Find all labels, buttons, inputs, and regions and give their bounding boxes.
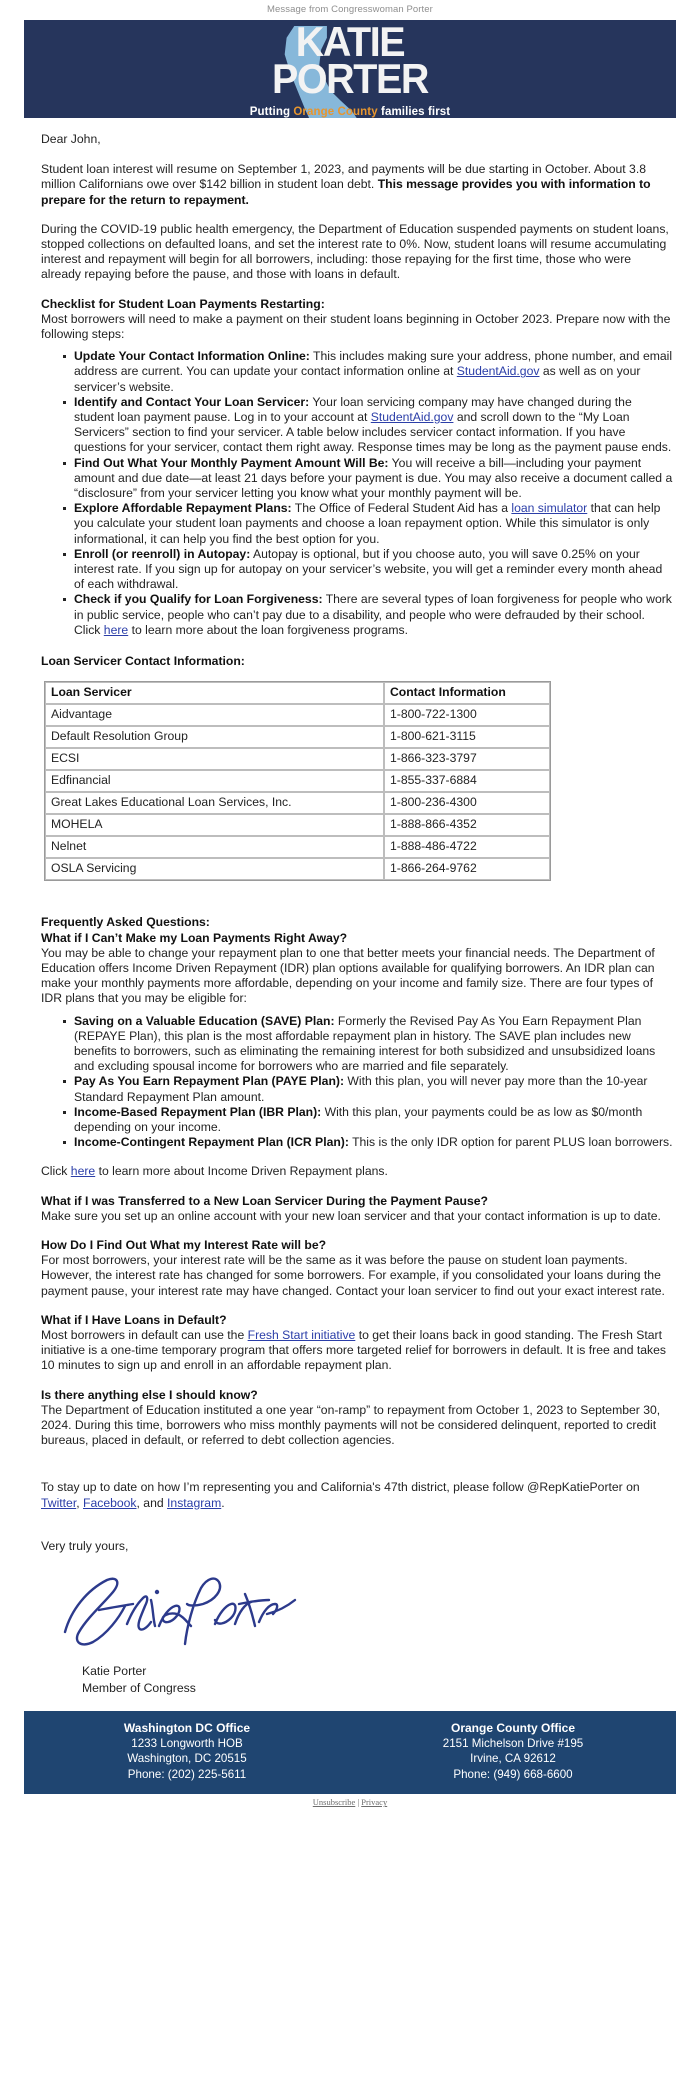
faq-question-5: Is there anything else I should know? (41, 1387, 258, 1402)
signature-image (41, 1554, 673, 1697)
fresh-start-link[interactable]: Fresh Start initiative (247, 1327, 356, 1342)
cell-servicer-name: Edfinancial (45, 770, 384, 792)
idr-closing-paragraph (41, 1164, 673, 1179)
office-address-line-2: Washington, DC 20515 (127, 1752, 247, 1766)
loan-servicer-table (44, 681, 551, 881)
table-row (45, 704, 550, 726)
faq-answer-5: The Department of Education instituted a one year “on-ramp” to repayment from October 1, 2023 to September 30, 2024. During this time, borrowers who miss monthly payments will not be considered delinquent, reported to credit bureaus, placed in default, or referred to debt collection agencies. (41, 1402, 661, 1448)
table-row (45, 792, 550, 814)
signer-name: Katie Porter (82, 1664, 147, 1679)
plan-text: This is the only IDR option for parent PLUS loan borrowers. (348, 1135, 673, 1150)
tagline-highlight: Orange County (293, 106, 378, 118)
covid-paragraph: During the COVID-19 public health emergency, the Department of Education suspended payments on student loans, stopped collections on defaulted loans, and set the interest rate to 0%. Now, student loans will resume accumulating interest and repayment will begin for all borrowers, including: those repaying for the first time, those who were already repaying before the pause, and those with loans in default. (41, 221, 669, 282)
faq-question-3: How Do I Find Out What my Interest Rate will be? (41, 1237, 327, 1252)
checklist-intro: Most borrowers will need to make a payment on their student loans beginning in October 2023. Prepare now with the following steps: (41, 311, 671, 342)
list-item (74, 592, 673, 638)
footer-office-oc (350, 1721, 676, 1783)
list-item (74, 395, 673, 456)
cell-servicer-phone: 1-866-264-9762 (384, 858, 550, 880)
list-item (74, 349, 673, 395)
table-header-row (45, 682, 550, 704)
faq-answer-2: Make sure you set up an online account with your new loan servicer and that your contact information is up to date. (41, 1208, 661, 1223)
plan-text: With this plan, your payments could be as low as $0/month depending on your income. (74, 1104, 643, 1134)
table-row (45, 770, 550, 792)
cell-servicer-name: ECSI (45, 748, 384, 770)
cell-servicer-name: MOHELA (45, 814, 384, 836)
faq-answer-4 (41, 1328, 673, 1374)
checklist-item-text-a: This includes making sure your address, phone number, and email address are current. You can update your contact information online at (74, 349, 673, 379)
plan-label: Income-Based Repayment Plan (IBR Plan): (74, 1104, 322, 1119)
banner-logo-text (24, 20, 676, 102)
legal-links (0, 1794, 700, 1813)
social-text-a: To stay up to date on how I’m representing you and California's 47th district, please follow @RepKatiePorter on (41, 1480, 640, 1495)
email-body (0, 118, 700, 1697)
office-title: Orange County Office (450, 1720, 575, 1735)
list-item (74, 1135, 673, 1150)
footer-office-dc (24, 1721, 350, 1783)
list-item (74, 1014, 673, 1075)
checklist-item-text-b: to learn more about the loan forgiveness programs. (128, 622, 408, 637)
checklist-item-label: Explore Affordable Repayment Plans: (74, 501, 292, 516)
checklist-item-label: Check if you Qualify for Loan Forgiveness: (74, 592, 323, 607)
list-item (74, 501, 673, 547)
office-phone: Phone: (202) 225-5611 (127, 1767, 247, 1781)
office-address-line-2: Irvine, CA 92612 (470, 1752, 556, 1766)
column-header-servicer: Loan Servicer (45, 682, 384, 704)
tagline-before: Putting (249, 106, 294, 118)
faq-question-2: What if I was Transferred to a New Loan Servicer During the Payment Pause? (41, 1193, 488, 1208)
idr-here-link[interactable]: here (70, 1164, 96, 1179)
privacy-link[interactable]: Privacy (361, 1797, 388, 1808)
checklist-item-text-a: Autopay is optional, but if you choose auto, you will save 0.25% on your interest rate. If you sign up for autopay on your servicer’s website, you will get a reminder every month ahead of each withdrawal. (74, 546, 663, 592)
social-follow-paragraph (41, 1480, 673, 1510)
cell-servicer-phone: 1-888-486-4722 (384, 836, 550, 858)
office-address-line-1: 1233 Longworth HOB (131, 1737, 243, 1751)
list-item (74, 456, 673, 502)
answer-part-a: Most borrowers in default can use the (41, 1327, 248, 1342)
list-item (74, 547, 673, 593)
checklist-list (41, 349, 673, 638)
cell-servicer-name: Nelnet (45, 836, 384, 858)
cell-servicer-name: Default Resolution Group (45, 726, 384, 748)
column-header-contact: Contact Information (384, 682, 550, 704)
table-row (45, 726, 550, 748)
cell-servicer-phone: 1-800-236-4300 (384, 792, 550, 814)
checklist-item-text-a: You will receive a bill—including your payment amount and due date—at least 21 days before your payment is due. You may also receive a document called a “disclosure” from your servicer letting you know what your monthly payment will be. (74, 455, 673, 501)
list-item (74, 1105, 673, 1135)
faq-question-4: What if I Have Loans in Default? (41, 1312, 227, 1327)
checklist-item-text-a: Your loan servicing company may have changed during the student loan payment pause. Log in to your account at (74, 394, 632, 425)
signer-title: Member of Congress (82, 1681, 196, 1696)
closing-before: Click (41, 1164, 71, 1179)
answer-part-b: to get their loans back in good standing. The Fresh Start initiative is a one-time temporary program that offers more targeted relief for borrowers in default. It is free and takes 10 minutes to sign up and enroll in an affordable repayment plan. (41, 1327, 667, 1373)
table-row (45, 814, 550, 836)
plan-label: Saving on a Valuable Education (SAVE) Plan: (74, 1013, 335, 1028)
cell-servicer-name: Great Lakes Educational Loan Services, Inc. (45, 792, 384, 814)
servicer-table-wrapper (41, 669, 673, 881)
logo-last-name: PORTER (271, 54, 429, 102)
studentaid-link[interactable]: StudentAid.gov (370, 410, 454, 425)
social-period: . (221, 1495, 225, 1510)
cell-servicer-name: OSLA Servicing (45, 858, 384, 880)
checklist-item-text-a: There are several types of loan forgiveness for people who work in public service, people who can’t pay due to a disability, and people who were defrauded by their school. Click (74, 592, 672, 637)
cell-servicer-phone: 1-866-323-3797 (384, 748, 550, 770)
intro-plain-text: Student loan interest will resume on September 1, 2023, and payments will be due starting in October. About 3.8 million Californians owe over $142 billion in student loan debt. (41, 162, 646, 192)
office-phone: Phone: (949) 668-6600 (453, 1767, 573, 1781)
checklist-heading: Checklist for Student Loan Payments Restarting: (41, 296, 325, 311)
cell-servicer-phone: 1-855-337-6884 (384, 770, 550, 792)
faq-section (41, 915, 673, 1448)
faq-answer-1: You may be able to change your repayment plan to one that better meets your financial needs. The Department of Education offers Income Driven Repayment (IDR) plan options available for qualifying borrowers. An IDR plan can make your monthly payments more affordable, depending on your income and family size. There are four types of IDR plans that you may be eligible for: (41, 945, 655, 1006)
idr-plan-list (41, 1014, 673, 1151)
unsubscribe-link[interactable]: Unsubscribe (312, 1797, 356, 1808)
closing-salutation: Very truly yours, (41, 1538, 129, 1553)
email-header-banner (24, 20, 676, 118)
checklist-item-text-a: The Office of Federal Student Aid has a (291, 501, 512, 516)
checklist-item-text-b: and scroll down to the “My Loan Servicers” section to find your servicer. A table below includes servicer contact information. If you have questions for your servicer, contact them right away. Response times may be long as the payment pause ends. (74, 410, 672, 455)
checklist-item-text-b: that can help you calculate your student loan payments and choose a loan repayment option. While this simulator is only informational, it can help you find the best option for you. (74, 501, 661, 546)
studentaid-link[interactable]: StudentAid.gov (456, 364, 540, 379)
faq-answer-3: For most borrowers, your interest rate will be the same as it was before the pause on student loan payments. However, the interest rate has changed for some borrowers. For example, if you consolidated your loans during the payment pause, your interest rate may have changed. Contact your loan servicer to find out your exact interest rate. (41, 1253, 665, 1298)
facebook-link[interactable]: Facebook (83, 1495, 137, 1510)
social-sep-2: , and (136, 1495, 168, 1510)
intro-bold-text: This message provides you with information to prepare for the return to repayment. (41, 177, 651, 207)
list-item (74, 1074, 673, 1104)
plan-text: Formerly the Revised Pay As You Earn Repayment Plan (REPAYE Plan), this plan is the most affordable repayment plan in history. The SAVE plan includes new benefits to borrowers, such as eliminating the remaining interest for both subsidized and unsubsidized loans and excluding spousal income for borrowers who are married and file separately. (74, 1013, 656, 1074)
banner-tagline (24, 106, 676, 118)
checklist-item-label: Update Your Contact Information Online: (74, 349, 310, 364)
table-row (45, 858, 550, 880)
spacer (41, 1462, 673, 1480)
office-address-line-1: 2151 Michelson Drive #195 (442, 1737, 584, 1751)
katie-porter-signature-icon (59, 1570, 299, 1658)
loan-simulator-link[interactable]: loan simulator (511, 501, 588, 516)
cell-servicer-phone: 1-800-621-3115 (384, 726, 550, 748)
checklist-item-label: Find Out What Your Monthly Payment Amount Will Be: (74, 455, 389, 470)
twitter-link[interactable]: Twitter (41, 1495, 77, 1510)
logo-first-name: KATIE (295, 20, 405, 65)
spacer (41, 881, 673, 915)
table-row (45, 836, 550, 858)
plan-label: Pay As You Earn Repayment Plan (PAYE Plan): (74, 1074, 345, 1089)
tagline-after: families first (377, 106, 451, 118)
faq-heading: Frequently Asked Questions: (41, 915, 210, 930)
checklist-item-text-b: as well as on your servicer’s website. (74, 364, 641, 394)
email-footer (24, 1711, 676, 1795)
cell-servicer-phone: 1-800-722-1300 (384, 704, 550, 726)
preheader-text: Message from Congresswoman Porter (267, 4, 433, 15)
instagram-link[interactable]: Instagram (167, 1495, 222, 1510)
plan-label: Income-Contingent Repayment Plan (ICR Plan): (74, 1135, 349, 1150)
cell-servicer-phone: 1-888-866-4352 (384, 814, 550, 836)
intro-paragraph (41, 162, 673, 208)
spacer (41, 1525, 673, 1539)
forgiveness-here-link[interactable]: here (103, 622, 129, 637)
social-sep-1: , (76, 1495, 83, 1510)
closing-after: to learn more about Income Driven Repayment plans. (95, 1164, 388, 1179)
table-row (45, 748, 550, 770)
servicer-table-heading: Loan Servicer Contact Information: (41, 654, 245, 669)
checklist-item-label: Enroll (or reenroll) in Autopay: (74, 546, 251, 561)
cell-servicer-name: Aidvantage (45, 704, 384, 726)
checklist-item-label: Identify and Contact Your Loan Servicer: (74, 394, 310, 409)
faq-question-1: What if I Can’t Make my Loan Payments Right Away? (41, 930, 348, 945)
salutation: Dear John, (41, 132, 101, 146)
legal-separator: | (355, 1797, 362, 1808)
office-title: Washington DC Office (123, 1720, 251, 1735)
plan-text: With this plan, you will never pay more than the 10-year Standard Repayment Plan amount. (74, 1074, 648, 1104)
